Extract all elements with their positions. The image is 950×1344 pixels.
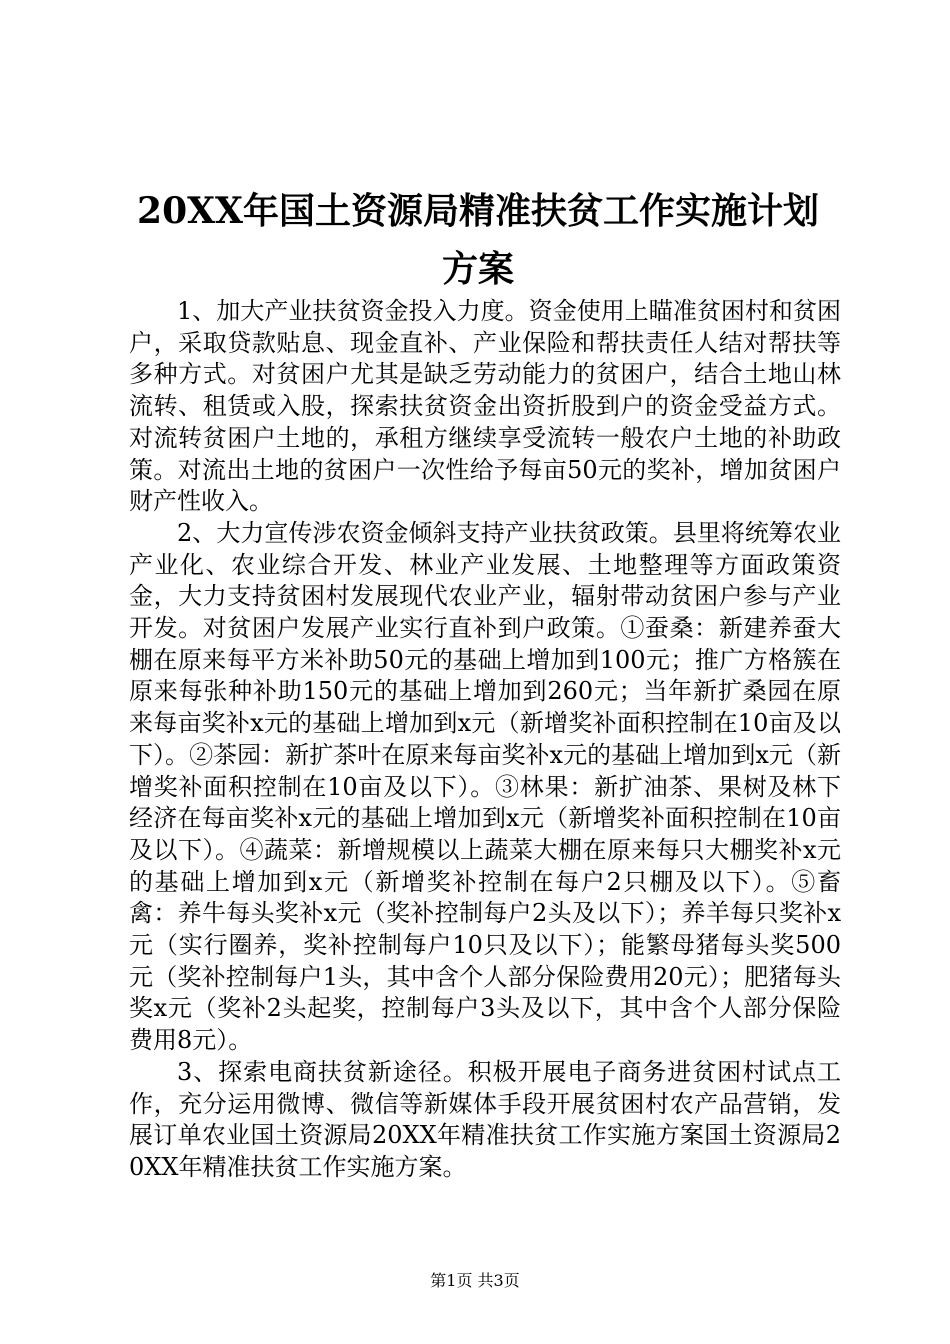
paragraph-1: 1、加大产业扶贫资金投入力度。资金使用上瞄准贫困村和贫困户，采取贷款贴息、现金直补、产业保险和帮扶责任人结对帮扶等多种方式。对贫困户尤其是缺乏劳动能力的贫困户，结合土地山林流转、租赁或入股，探索扶贫资金出资折股到户的资金受益方式。对流转贫困户土地的，承租方继续享受流转一般农户土地的补助政策。对流出土地的贫困户一次性给予每亩50元的奖补，增加贫困户财产性收入。 [129,297,841,516]
document-body [129,296,841,1184]
document-title: 20XX年国土资源局精准扶贫工作实施计划方案 [137,190,819,290]
page-number-footer: 第1页 共3页 [430,1271,520,1290]
paragraph-3: 3、探索电商扶贫新途径。积极开展电子商务进贫困村试点工作，充分运用微博、微信等新媒体手段开展贫困村农产品营销，发展订单农业国土资源局20XX年精准扶贫工作实施方案国土资源局20XX年精准扶贫工作实施方案。 [129,1057,841,1181]
paragraph-2: 2、大力宣传涉农资金倾斜支持产业扶贫政策。县里将统筹农业产业化、农业综合开发、林业产业发展、土地整理等方面政策资金，大力支持贫困村发展现代农业产业，辐射带动贫困户参与产业开发。对贫困户发展产业实行直补到户政策。①蚕桑：新建养蚕大棚在原来每平方米补助50元的基础上增加到100元；推广方格簇在原来每张种补助150元的基础上增加到260元；当年新扩桑园在原来每亩奖补x元的基础上增加到x元（新增奖补面积控制在10亩及以下）。②茶园：新扩茶叶在原来每亩奖补x元的基础上增加到x元（新增奖补面积控制在10亩及以下）。③林果：新扩油茶、果树及林下经济在每亩奖补x元的基础上增加到x元（新增奖补面积控制在10亩及以下）。④蔬菜：新增规模以上蔬菜大棚在原来每只大棚奖补x元的基础上增加到x元（新增奖补控制在每户2只棚及以下）。⑤畜禽：养牛每头奖补x元（奖补控制每户2头及以下）；养羊每只奖补x元（实行圈养，奖补控制每户10只及以下）；能繁母猪每头奖500元（奖补控制每户1头，其中含个人部分保险费用20元）；肥猪每头奖x元（奖补2头起奖，控制每户3头及以下，其中含个人部分保险费用8元）。 [129,518,841,1055]
